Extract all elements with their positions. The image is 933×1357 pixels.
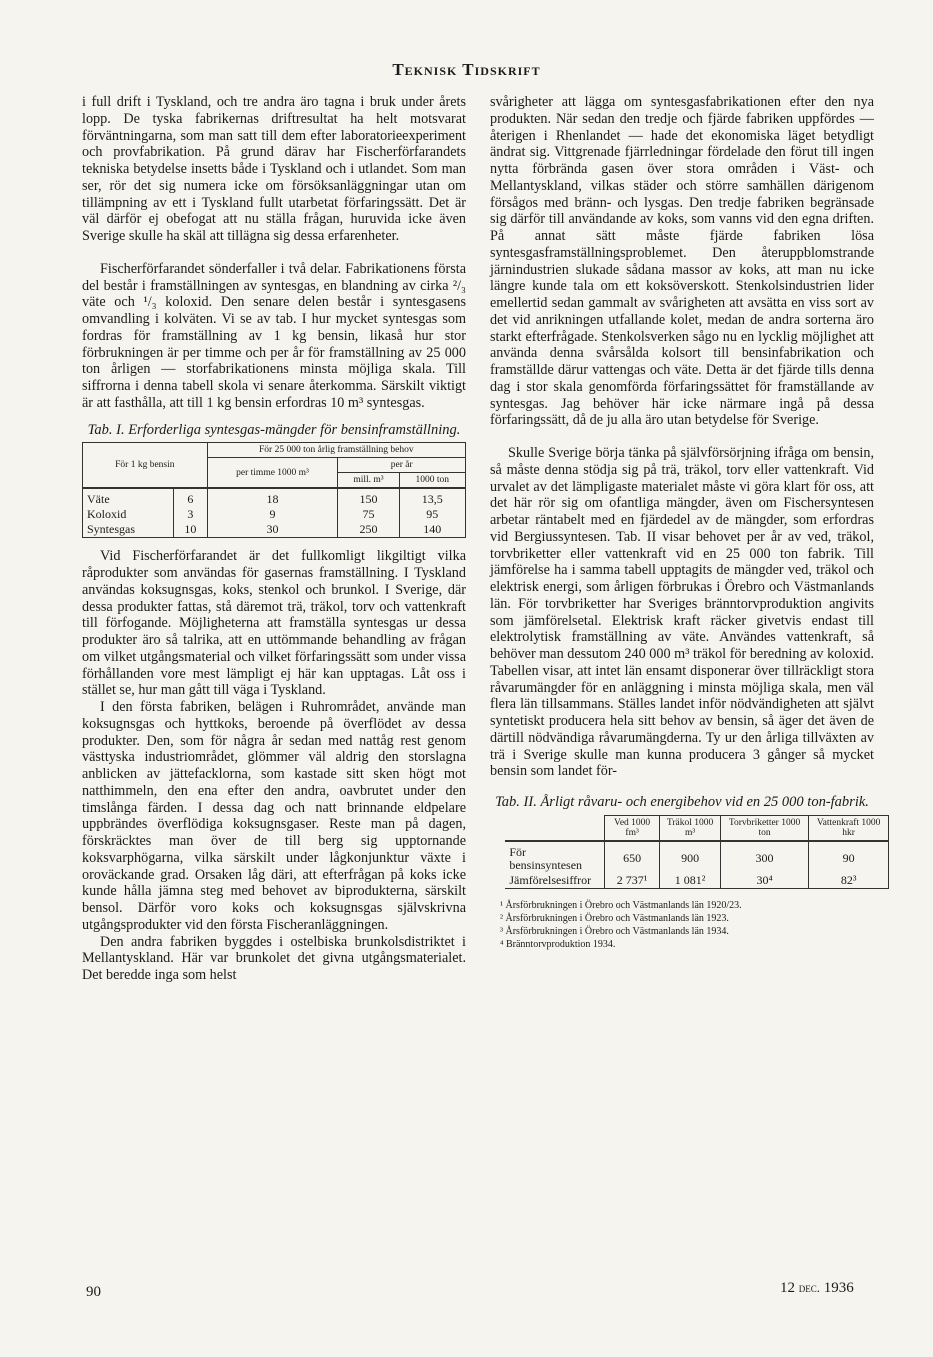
table-cell: 140 <box>399 522 465 538</box>
paragraph: Skulle Sverige börja tänka på självförsörjning ifråga om bensin, så måste denna stödja sig på trä, träkol, torv eller vattenkraft. Vid urvalet av det lämpligaste materialet måste vi göra klart för oss, att det här rör sig om ofantliga mängder, även om Fischersyntesen arbetar räntabelt med en fjärdedel av de mängder, som erfordras vid Bergiussyntesen. Tab. II visar behovet per år av ved, träkol, torvbriketter eller vattenkraft vid en 25 000 ton fabrik. Till jämförelse ha i samma tabell upptagits de mängder ved, träkol och elektrisk energi, som årligen förbrukas i Örebro och Västmanlands län. För torvbriketter har Sveriges bränntorvproduktion angivits som jämförelsetal. Elektrisk kraft räcker givetvis endast till elektrolytisk framställning av väte. Användes vattenkraft, så behöver man dessutom 240 000 m³ träkol för beredning av koloxid. Tabellen visar, att intet län ensamt disponerar över tillräckligt stora råvarumängder för en anläggning i minsta möjliga skala, men väl flera län tillsammans. Ställes landet inför nödvändigheten att självt syntetiskt producera hela sitt behov av bensin, så äger det även de därtill nödvändiga råvarumängderna. Ty ur den årliga tillväxten av trä i Sverige skulle man kunna producera 3 gånger så mycket bensin som landet för- <box>490 445 874 780</box>
paragraph: Fischerförfarandet sönderfaller i två delar. Fabrikationens första del består i framställningen av syntesgas, en blandning av cirka ²/₃ väte och ¹/₃ koloxid. Den senare delen består i syntesgasens omvandling i kolväten. Vi se av tab. I hur mycket syntesgas som fordras för framställning av 1 kg bensin, likaså hur stor förbrukningen är per timme och per år för framställning av 25 000 ton årligen — storfabrikationens minsta möjliga skala. Till siffrorna i denna tabell skola vi senare återkomma. Särskilt viktigt är att fasthålla, att till 1 kg bensin erfordras 10 m³ syntesgas. <box>82 260 466 411</box>
table-row <box>83 522 466 538</box>
table-cell: 300 <box>721 841 809 873</box>
table-cell: 9 <box>207 507 338 522</box>
table2 <box>505 815 889 889</box>
table2-header-trakol: Träkol 1000 m³ <box>660 815 721 841</box>
table-cell: 30⁴ <box>721 873 809 889</box>
table1-header-mill: mill. m³ <box>338 473 399 489</box>
table-cell: Väte <box>83 488 174 507</box>
left-column <box>82 94 466 984</box>
table-cell: Jämförelsesiffror <box>505 873 604 889</box>
table1-header-year: per år <box>338 458 466 473</box>
table-cell: 18 <box>207 488 338 507</box>
journal-masthead: Teknisk Tidskrift <box>392 60 541 79</box>
table-row <box>505 873 889 889</box>
table-cell: 75 <box>338 507 399 522</box>
footnote: ² Årsförbrukningen i Örebro och Västmanlands län 1923. <box>500 912 729 924</box>
table-cell: 1 081² <box>660 873 721 889</box>
table2-footnotes <box>490 899 874 951</box>
table-row <box>83 488 466 507</box>
table-cell: 2 737¹ <box>605 873 660 889</box>
table1-caption <box>82 422 466 439</box>
footnote: ³ Årsförbrukningen i Örebro och Västmanlands län 1934. <box>500 925 729 937</box>
table2-header-vattenkraft: Vattenkraft 1000 hkr <box>808 815 888 841</box>
table-cell: 650 <box>605 841 660 873</box>
table2-header-ved: Ved 1000 fm³ <box>605 815 660 841</box>
paragraph: i full drift i Tyskland, och tre andra äro tagna i bruk under årets lopp. De tyska fabrikernas driftresultat ha helt motsvarat förväntningarna, som man satt till dem efter laboratorieexperiment och provfabrikation. På grund därav har Fischerförfarandets tekniska betydelse insetts både i Tyskland och i utlandet. Som man ser, rör det sig numera icke om försöksanläggningar utan om tillämpning av ett i Tyskland fullt utarbetat förfaringssätt. Det är väl därför ej obefogat att nu ställa frågan, huruvida icke även Sverige skulle ha skäl att tillägna sig dessa erfarenheter. <box>82 94 466 244</box>
table-cell: 30 <box>207 522 338 538</box>
table1-header-label: För 1 kg bensin <box>83 443 208 489</box>
table-cell: 900 <box>660 841 721 873</box>
table-cell: 250 <box>338 522 399 538</box>
table-cell: 13,5 <box>399 488 465 507</box>
table-cell: För bensinsyntesen <box>505 841 604 873</box>
issue-date <box>780 1280 854 1297</box>
table2-caption <box>490 794 874 811</box>
table-cell: 150 <box>338 488 399 507</box>
table-cell: 95 <box>399 507 465 522</box>
footnote: ⁴ Bränntorvproduktion 1934. <box>500 938 616 950</box>
table-cell: 3 <box>174 507 208 522</box>
table-row <box>83 507 466 522</box>
table1-label: Tab. I. <box>87 421 125 438</box>
date-month: dec. <box>798 1280 820 1295</box>
paragraph: Vid Fischerförfarandet är det fullkomligt likgiltigt vilka råprodukter som användas för gasernas framställning. I Tyskland användas koksugnsgas, koks, stenkol och brunkol. I Sverige, där dessa produkter fattas, stå däremot trä, träkol, torv och vattenkraft till förfogande. Möjligheterna att framställa syntesgas ur dessa produkter äro så talrika, att en uttömmande behandling av frågan om vilket utgångsmaterial och vilket förfaringssätt som under vissa förhållanden vore mest lämpligt ej här kan upptagas. Låt oss i stället se, hur man gått till väga i Tyskland. <box>82 548 466 699</box>
table-cell: 90 <box>808 841 888 873</box>
paragraph: I den första fabriken, belägen i Ruhrområdet, använde man koksugnsgas och hyttkoks, beroende på överflödet av dessa produkter. Den, som för några år sedan med nattåg rest genom västtyska industriområdet, glömmer väl aldrig den storslagna anblicken av jättefacklorna, som kastade sitt sken högt mot natthimmeln, den ena efter den andra, oavbrutet under den timslånga färden. I dessa dag och natt brinnande eldpelare uppbrändes överflödiga koksugnsgaser. Reste man på dagen, förskräcktes man över de till berg sig upptornande koksvarphögarna, vilka särskilt under lågkonjunktur växte i oroväckande grad. Orsaken låg däri, att efterfrågan på koks icke kunde hålla jämna steg med behovet av biprodukterna, särskilt bensol. Därför voro koks och koksugnsgas självskrivna utgångsprodukter vid den första Fischeranläggningen. <box>82 699 466 933</box>
table2-title: Årligt råvaru- och energibehov vid en 25 000 ton-fabrik. <box>540 794 869 810</box>
right-column <box>490 94 881 951</box>
table1-header-ton: 1000 ton <box>399 473 465 489</box>
table1-title: Erforderliga syntesgas-mängder för bensinframställning. <box>128 421 461 438</box>
date-day: 12 <box>780 1280 795 1296</box>
paragraph: svårigheter att lägga om syntesgasfabrikationen efter den nya produkten. När sedan den tredje och fjärde fabriken uppfördes — återigen i Rhenlandet — hade det ekonomiska läget betydligt ändrat sig. Vittgrenade fjärrledningar fördelade den förut till ingen nytta förbrända gasen över stora områden i Väst- och Mellantyskland, vilkas städer och större samhällen därigenom försågos med bränn- och lysgas. Den tredje fabriken begränsade sig därför till användande av koks, som vanns vid den egna driften. På annat sätt måste fjärde fabriken lösa syntesgasframställningsproblemet. Den återuppblomstrande järnindustrien slukade sådana massor av koks, att man nu icke längre kunde tala om ett koksöverskott. Stenkolsindustrien lider emellertid sedan gammalt av svårigheten att avsätta en viss sort av det vid anrikningen utfallande kolet, medan de andra sorterna äro starkt efterfrågade. Stenkolsverken sågo nu en lycklig möjlighet att använda denna svårsålda kolsort till bensinfabrikation och framställde därur vattengas och väte. Detta är det fjärde tills denna dag i stor skala genomförda förfaringssättet för framställande av syntesgas. Jag behöver här icke närmare ingå på dessa förfaringssätt, då de ju alla äro utan betydelse för Sverige. <box>490 94 874 429</box>
table-cell: 82³ <box>808 873 888 889</box>
table1 <box>82 442 466 538</box>
table1-header-hour: per timme 1000 m³ <box>207 458 338 489</box>
table-cell: Syntesgas <box>83 522 174 538</box>
table-cell: Koloxid <box>83 507 174 522</box>
page-number: 90 <box>86 1284 101 1300</box>
table2-label: Tab. II. <box>495 794 537 810</box>
table1-header-annual: För 25 000 ton årlig framställning behov <box>207 443 465 458</box>
footnote: ¹ Årsförbrukningen i Örebro och Västmanlands län 1920/23. <box>500 899 742 911</box>
table-cell: 10 <box>174 522 208 538</box>
paragraph: Den andra fabriken byggdes i ostelbiska brunkolsdistriktet i Mellantyskland. Här var brunkolet det givna utgångsmaterialet. Det beredde inga som helst <box>82 933 466 983</box>
table-row <box>505 841 889 873</box>
date-year: 1936 <box>823 1280 854 1296</box>
table-cell: 6 <box>174 488 208 507</box>
table2-header-empty <box>505 815 604 841</box>
table2-header-torv: Torvbriketter 1000 ton <box>721 815 809 841</box>
